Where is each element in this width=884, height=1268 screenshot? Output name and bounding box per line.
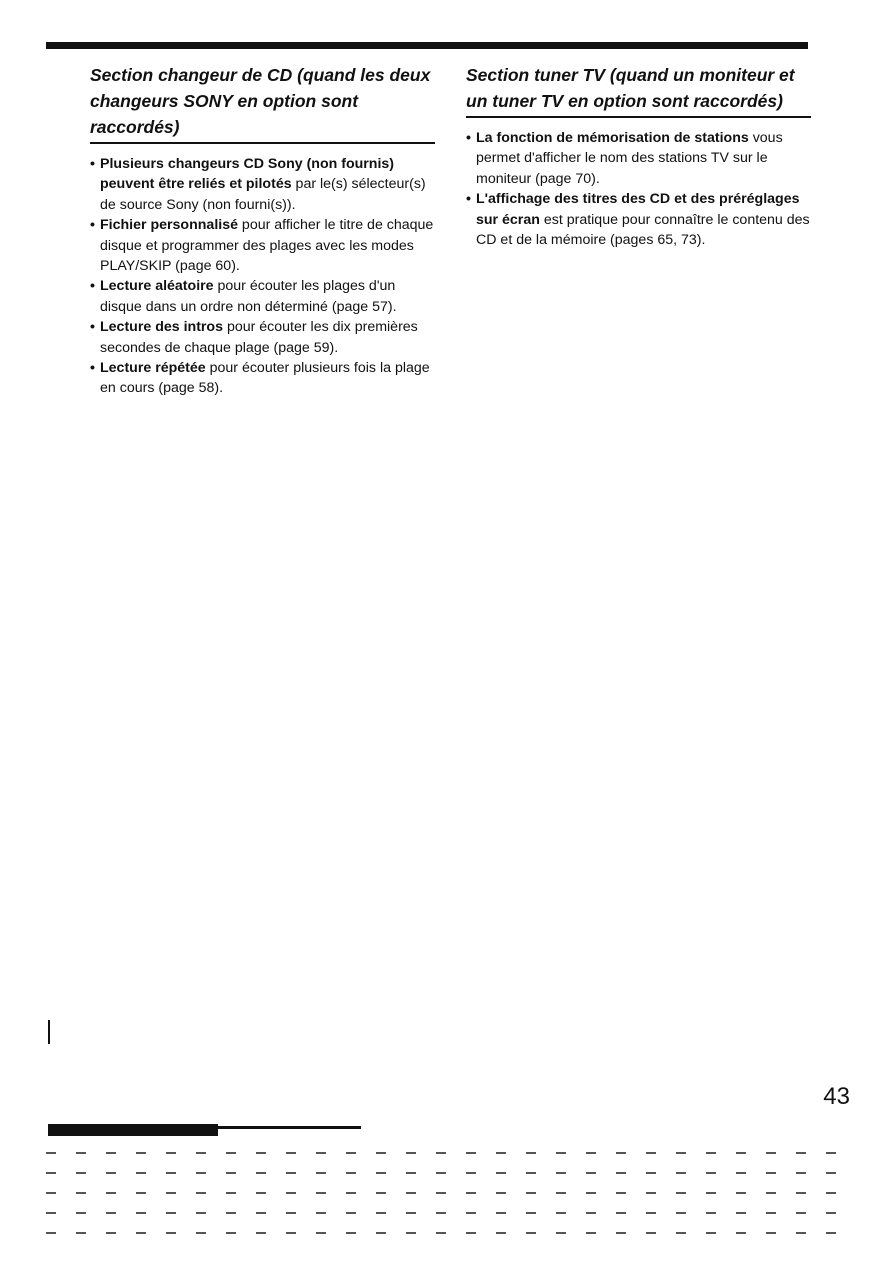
list-item: • La fonction de mémorisation de stations vous permet d'afficher le nom des stations TV sur le moniteur (page 70). [466,130,783,187]
bullet-icon: • [90,319,95,336]
bullet-icon: • [90,278,95,295]
footer-dashed-line [46,1172,856,1174]
list-item: • L'affichage des titres des CD et des préréglages sur écran est pratique pour connaître le contenu des CD et de la mémoire (pages 65, 73). [466,191,810,249]
cd-changer-feature-list [90,154,435,399]
tv-tuner-section [466,62,811,250]
tv-tuner-feature-list [466,128,811,250]
margin-tick [48,1020,50,1044]
bullet-icon: • [90,217,95,234]
cd-changer-section [90,62,435,399]
tv-tuner-heading: Section tuner TV (quand un moniteur et un tuner TV en option sont raccordés) [466,62,811,118]
bullet-icon: • [90,360,95,377]
list-item: • Fichier personnalisé pour afficher le titre de chaque disque et programmer des plages avec les modes PLAY/SKIP (page 60). [90,217,434,275]
list-item: • Lecture répétée pour écouter plusieurs fois la plage en cours (page 58). [90,360,430,397]
footer-dashed-line [46,1232,856,1234]
cd-changer-heading: Section changeur de CD (quand les deux changeurs SONY en option sont raccordés) [90,62,435,144]
list-item: • Lecture des intros pour écouter les dix premières secondes de chaque plage (page 59). [90,319,418,356]
list-item: • Plusieurs changeurs CD Sony (non fournis) peuvent être reliés et pilotés par le(s) sélecteur(s) de source Sony (non fourni(s)). [90,156,426,213]
page-number: 43 [823,1083,850,1110]
footer-rule [216,1126,361,1129]
bullet-icon: • [466,191,471,208]
list-item: • Lecture aléatoire pour écouter les plages d'un disque dans un ordre non déterminé (page 57). [90,278,397,315]
bullet-icon: • [90,156,95,172]
bullet-icon: • [466,130,471,146]
footer-bar [48,1124,218,1136]
footer-dashed-line [46,1152,856,1154]
top-rule [46,42,808,49]
footer-dashed-line [46,1192,856,1194]
footer-dashed-line [46,1212,856,1214]
